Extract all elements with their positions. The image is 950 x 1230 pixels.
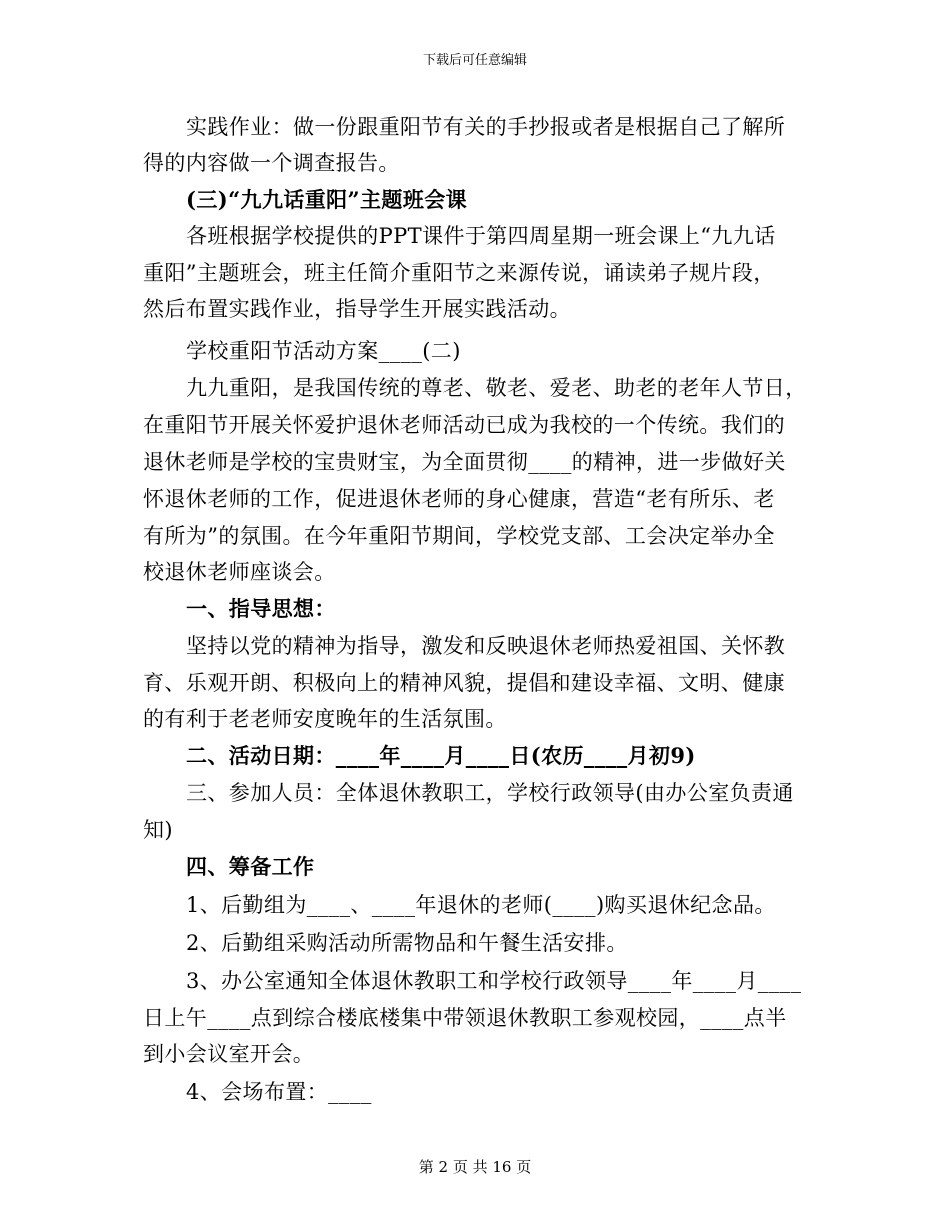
body-line: 实践作业：做一份跟重阳节有关的手抄报或者是根据自己了解所 [186,115,786,139]
body-line: 育、乐观开朗、积极向上的精神风貌，提倡和建设幸福、文明、健康 [143,671,785,695]
body-line: 三、参加人员：全体退休教职工，学校行政领导(由办公室负责通 [186,781,794,805]
list-item: 4、会场布置：____ [186,1080,372,1104]
body-line: 然后布置实践作业，指导学生开展实践活动。 [143,297,571,321]
section-heading: (三)“九九话重阳”主题班会课 [186,187,468,212]
list-item: 1、后勤组为____、____年退休的老师(____)购买退休纪念品。 [186,893,776,917]
body-line: 校退休老师座谈会。 [143,560,336,584]
list-item: 2、后勤组采购活动所需物品和午餐生活安排。 [186,931,628,955]
document-title: 学校重阳节活动方案____(二) [186,339,461,363]
list-item: 3、办公室通知全体退休教职工和学校行政领导____年____月____ [186,969,802,993]
section-heading: 一、指导思想： [186,596,336,621]
body-line: 在重阳节开展关怀爱护退休老师活动已成为我校的一个传统。我们的 [143,413,785,437]
page-header: 下载后可任意编辑 [422,53,527,68]
body-line: 各班根据学校提供的PPT课件于第四周星期一班会课上“九九话 [186,224,776,248]
section-heading: 四、筹备工作 [186,854,315,879]
page-footer: 第 2 页 共 16 页 [418,1158,532,1176]
body-line: 坚持以党的精神为指导，激发和反映退休老师热爱祖国、关怀教 [186,634,786,658]
body-line: 到小会议室开会。 [143,1042,315,1066]
body-line: 怀退休老师的工作，促进退休老师的身心健康，营造“老有所乐、老 [143,487,775,511]
body-line: 知) [143,818,173,842]
body-line: 有所为”的氛围。在今年重阳节期间，学校党支部、工会决定举办全 [143,524,775,548]
body-line: 日上午____点到综合楼底楼集中带领退休教职工参观校园，____点半 [143,1006,787,1030]
body-line: 的有利于老老师安度晚年的生活氛围。 [143,707,507,731]
body-line: 重阳”主题班会，班主任简介重阳节之来源传说，诵读弟子规片段， [143,261,775,285]
body-line: 退休老师是学校的宝贵财宝，为全面贯彻____的精神，进一步做好关 [143,450,786,474]
section-heading: 二、活动日期：____年____月____日(农历____月初9) [186,743,696,768]
body-line: 得的内容做一个调查报告。 [143,151,400,175]
body-line: 九九重阳，是我国传统的尊老、敬老、爱老、助老的老年人节日， [186,376,807,400]
